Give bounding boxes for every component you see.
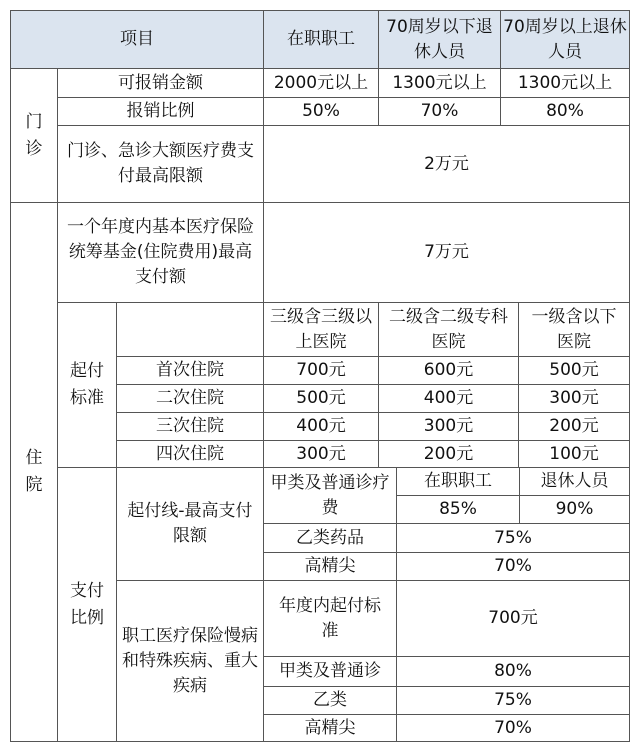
header-employed: 在职职工 — [287, 29, 355, 49]
admission-2-level-1-cell — [263, 384, 379, 413]
admission-3-label-cell — [116, 412, 264, 441]
cap-class-b-value: 75% — [494, 527, 532, 548]
reimbursable-amount-employed-cell — [263, 68, 379, 98]
cap-high-end-value-cell — [396, 552, 630, 581]
reimbursement-ratio-employed: 50% — [302, 101, 340, 121]
deductible-label: 起付标准 — [70, 361, 104, 408]
reimbursable-amount-employed: 2000元以上 — [273, 72, 369, 93]
admission-1-level-3: 500元 — [549, 360, 599, 380]
reimbursable-amount-under70: 1300元以上 — [392, 72, 487, 93]
reimbursement-ratio-employed-cell — [263, 97, 379, 126]
hospital-level-2-cell — [378, 302, 519, 357]
inpatient-section-label — [10, 202, 58, 742]
admission-3-level-3: 200元 — [549, 416, 599, 436]
chronic-class-a-label-cell — [263, 656, 397, 687]
cap-class-b-label-cell — [263, 523, 397, 553]
cap-high-end-label: 高精尖 — [304, 556, 356, 576]
cap-group-label-cell — [116, 467, 264, 581]
large-expense-value: 2万元 — [424, 153, 469, 174]
reimbursement-ratio-label: 报销比例 — [126, 101, 195, 121]
cap-retired-label-cell — [519, 467, 630, 496]
cap-employed-label: 在职职工 — [424, 471, 492, 491]
hospital-level-3-cell — [518, 302, 630, 357]
admission-1-label: 首次住院 — [156, 360, 224, 380]
admission-2-level-2: 400元 — [423, 388, 474, 408]
deductible-label-cell — [57, 302, 117, 468]
admission-4-level-1-cell — [263, 440, 379, 468]
admission-3-label: 三次住院 — [156, 416, 224, 436]
chronic-deductible-label: 年度内起付标准 — [279, 595, 381, 641]
reimbursable-amount-label: 可报销金额 — [118, 72, 203, 93]
chronic-high-end-label: 高精尖 — [304, 717, 356, 738]
payment-ratio-label-cell — [57, 467, 117, 742]
admission-2-label: 二次住院 — [156, 388, 224, 408]
chronic-high-end-value-cell — [396, 714, 630, 742]
reimbursable-amount-label-cell — [57, 68, 264, 98]
admission-1-label-cell — [116, 356, 264, 385]
reimbursement-ratio-70plus-cell — [500, 97, 630, 126]
chronic-deductible-value: 700元 — [488, 608, 538, 628]
header-retired-under-70: 70周岁以下退休人员 — [386, 16, 493, 62]
reimbursable-amount-70plus: 1300元以上 — [517, 72, 613, 93]
admission-3-level-2-cell — [378, 412, 519, 441]
admission-1-level-1-cell — [263, 356, 379, 385]
chronic-class-a-label: 甲类及普通诊 — [279, 661, 381, 681]
cap-retired-value-cell — [519, 495, 630, 524]
cap-employed-label-cell — [396, 467, 520, 496]
cap-retired-label: 退休人员 — [540, 471, 609, 491]
admission-1-level-2: 600元 — [423, 360, 474, 380]
large-expense-label: 门诊、急诊大额医疗费支付最高限额 — [67, 141, 254, 186]
admission-4-label: 四次住院 — [156, 443, 224, 464]
admission-4-level-1: 300元 — [296, 443, 346, 464]
cap-retired-value: 90% — [555, 499, 594, 519]
reimbursable-amount-70plus-cell — [500, 68, 630, 98]
hospital-level-1: 三级含三级以上医院 — [270, 306, 372, 352]
outpatient-section-label — [10, 68, 58, 203]
admission-3-level-2: 300元 — [423, 416, 474, 436]
admission-3-level-1-cell — [263, 412, 379, 441]
admission-4-level-3-cell — [518, 440, 630, 468]
header-item: 项目 — [120, 29, 154, 49]
cap-employed-value-cell — [396, 495, 520, 524]
header-employed-cell — [263, 10, 379, 69]
chronic-class-b-label-cell — [263, 686, 397, 715]
hospital-level-2: 二级含二级专科医院 — [389, 306, 508, 352]
annual-fund-label-cell — [57, 202, 264, 303]
admission-3-level-1: 400元 — [296, 416, 346, 436]
reimbursable-amount-under70-cell — [378, 68, 501, 98]
cap-group-label: 起付线-最高支付限额 — [127, 501, 253, 546]
chronic-class-b-label: 乙类 — [313, 690, 347, 710]
cap-high-end-value: 70% — [494, 556, 532, 576]
reimbursement-ratio-under70-cell — [378, 97, 501, 126]
chronic-deductible-value-cell — [396, 580, 630, 657]
chronic-deductible-label-cell — [263, 580, 397, 657]
cap-high-end-label-cell — [263, 552, 397, 581]
admission-1-level-1: 700元 — [296, 360, 346, 380]
large-expense-value-cell — [263, 125, 630, 203]
annual-fund-value: 7万元 — [424, 242, 469, 262]
chronic-group-label-cell — [116, 580, 264, 742]
chronic-class-a-value-cell — [396, 656, 630, 687]
admission-4-level-2: 200元 — [423, 443, 474, 464]
cap-employed-value: 85% — [439, 499, 477, 519]
chronic-class-b-value: 75% — [494, 690, 532, 710]
header-retired-70-plus-cell — [500, 10, 630, 69]
admission-4-level-3: 100元 — [549, 443, 599, 464]
header-retired-under-70-cell — [378, 10, 501, 69]
reimbursement-ratio-label-cell — [57, 97, 264, 126]
annual-fund-value-cell — [263, 202, 630, 303]
cap-class-a-label-cell — [263, 467, 397, 524]
cap-class-a-label: 甲类及普通诊疗费 — [270, 472, 390, 518]
admission-4-level-2-cell — [378, 440, 519, 468]
hospital-level-3: 一级含以下医院 — [531, 306, 617, 352]
admission-2-label-cell — [116, 384, 264, 413]
outpatient-label: 门诊 — [25, 111, 43, 159]
chronic-high-end-value: 70% — [494, 717, 532, 738]
chronic-high-end-label-cell — [263, 714, 397, 742]
admission-2-level-3: 300元 — [549, 388, 599, 408]
admission-1-level-2-cell — [378, 356, 519, 385]
admission-1-level-3-cell — [518, 356, 630, 385]
chronic-group-label: 职工医疗保险慢病和特殊疾病、重大疾病 — [122, 625, 258, 696]
reimbursement-ratio-under70: 70% — [420, 101, 459, 121]
admission-4-label-cell — [116, 440, 264, 468]
admission-2-level-1: 500元 — [296, 388, 346, 408]
chronic-class-a-value: 80% — [494, 661, 532, 681]
cap-class-b-label: 乙类药品 — [296, 527, 364, 548]
hospital-level-1-cell — [263, 302, 379, 357]
annual-fund-label: 一个年度内基本医疗保险统筹基金(住院费用)最高支付额 — [67, 217, 254, 287]
chronic-class-b-value-cell — [396, 686, 630, 715]
inpatient-label: 住院 — [25, 448, 43, 495]
cap-class-b-value-cell — [396, 523, 630, 553]
header-item-cell — [10, 10, 264, 69]
admission-2-level-3-cell — [518, 384, 630, 413]
payment-ratio-label: 支付比例 — [70, 580, 104, 628]
header-retired-70-plus: 70周岁以上退休人员 — [503, 16, 627, 62]
reimbursement-ratio-70plus: 80% — [546, 101, 584, 121]
admission-3-level-3-cell — [518, 412, 630, 441]
deductible-header-blank — [116, 302, 264, 357]
large-expense-label-cell — [57, 125, 264, 203]
admission-2-level-2-cell — [378, 384, 519, 413]
